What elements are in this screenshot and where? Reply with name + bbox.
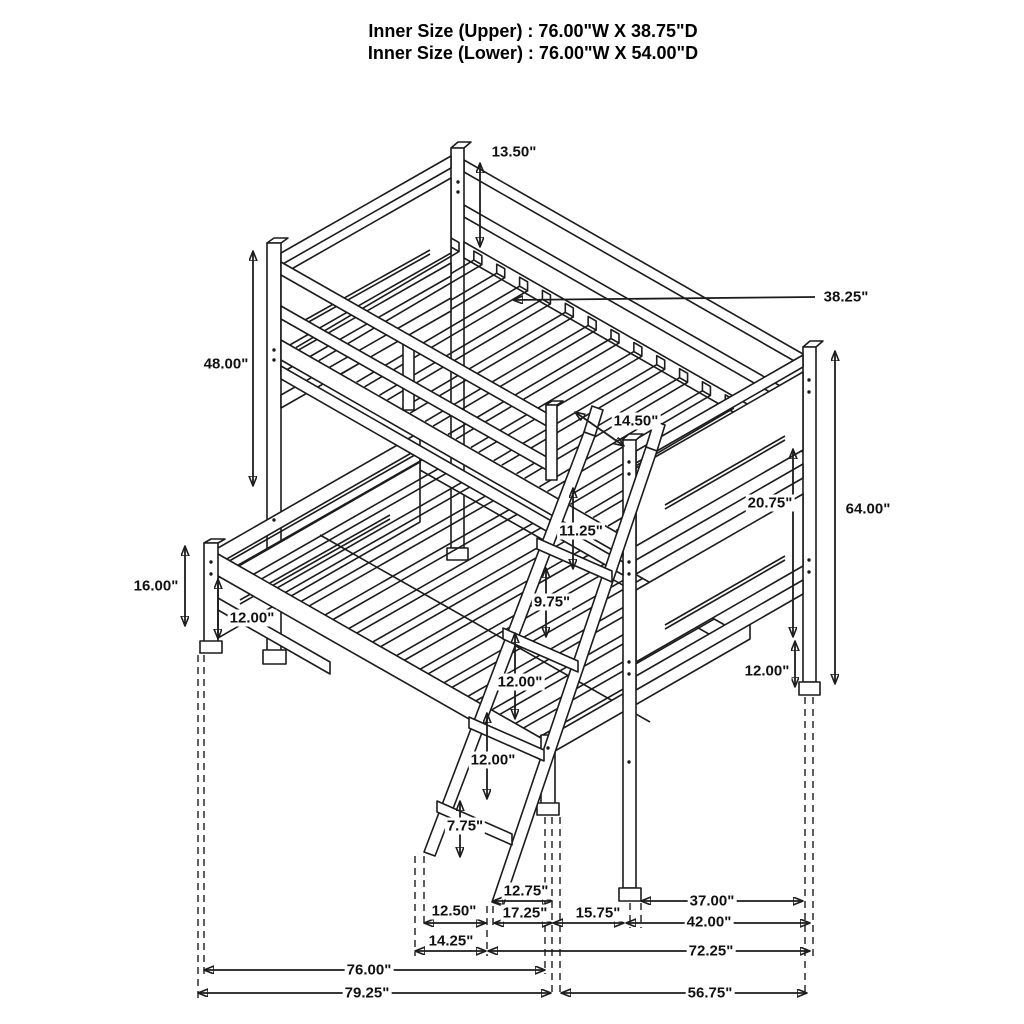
dim-label-12-00-ladder-low: 12.00" <box>470 751 516 769</box>
dim-label-76-00: 76.00" <box>346 961 392 979</box>
title-lower-inner-size: Inner Size (Lower) : 76.00"W X 54.00"D <box>367 43 699 63</box>
dim-label-12-50: 12.50" <box>431 902 477 920</box>
dim-label-14-25: 14.25" <box>428 932 474 950</box>
dim-label-13-50: 13.50" <box>491 143 537 161</box>
dim-label-48-00: 48.00" <box>203 355 249 373</box>
dim-label-64-00: 64.00" <box>845 500 891 518</box>
dim-label-17-25: 17.25" <box>502 904 548 922</box>
dim-label-42-00: 42.00" <box>686 913 732 931</box>
dim-label-9-75: 9.75" <box>533 593 571 611</box>
dim-label-14-50: 14.50" <box>613 412 659 430</box>
dim-label-38-25: 38.25" <box>823 288 869 306</box>
dim-label-15-75: 15.75" <box>575 904 621 922</box>
dim-label-12-00-left: 12.00" <box>229 609 275 627</box>
dim-label-56-75: 56.75" <box>687 984 733 1002</box>
dim-label-12-75: 12.75" <box>503 882 549 900</box>
dim-label-37-00: 37.00" <box>689 892 735 910</box>
dim-label-12-00-ladder-mid: 12.00" <box>497 673 543 691</box>
dim-label-7-75: 7.75" <box>446 817 484 835</box>
dim-label-20-75: 20.75" <box>747 494 793 512</box>
title-upper-inner-size: Inner Size (Upper) : 76.00"W X 38.75"D <box>368 21 698 41</box>
dim-label-12-00-right: 12.00" <box>744 662 790 680</box>
dim-label-16-00: 16.00" <box>133 577 179 595</box>
dim-label-11-25: 11.25" <box>559 522 603 540</box>
dim-label-72-25: 72.25" <box>688 942 734 960</box>
dim-label-79-25: 79.25" <box>344 984 390 1002</box>
